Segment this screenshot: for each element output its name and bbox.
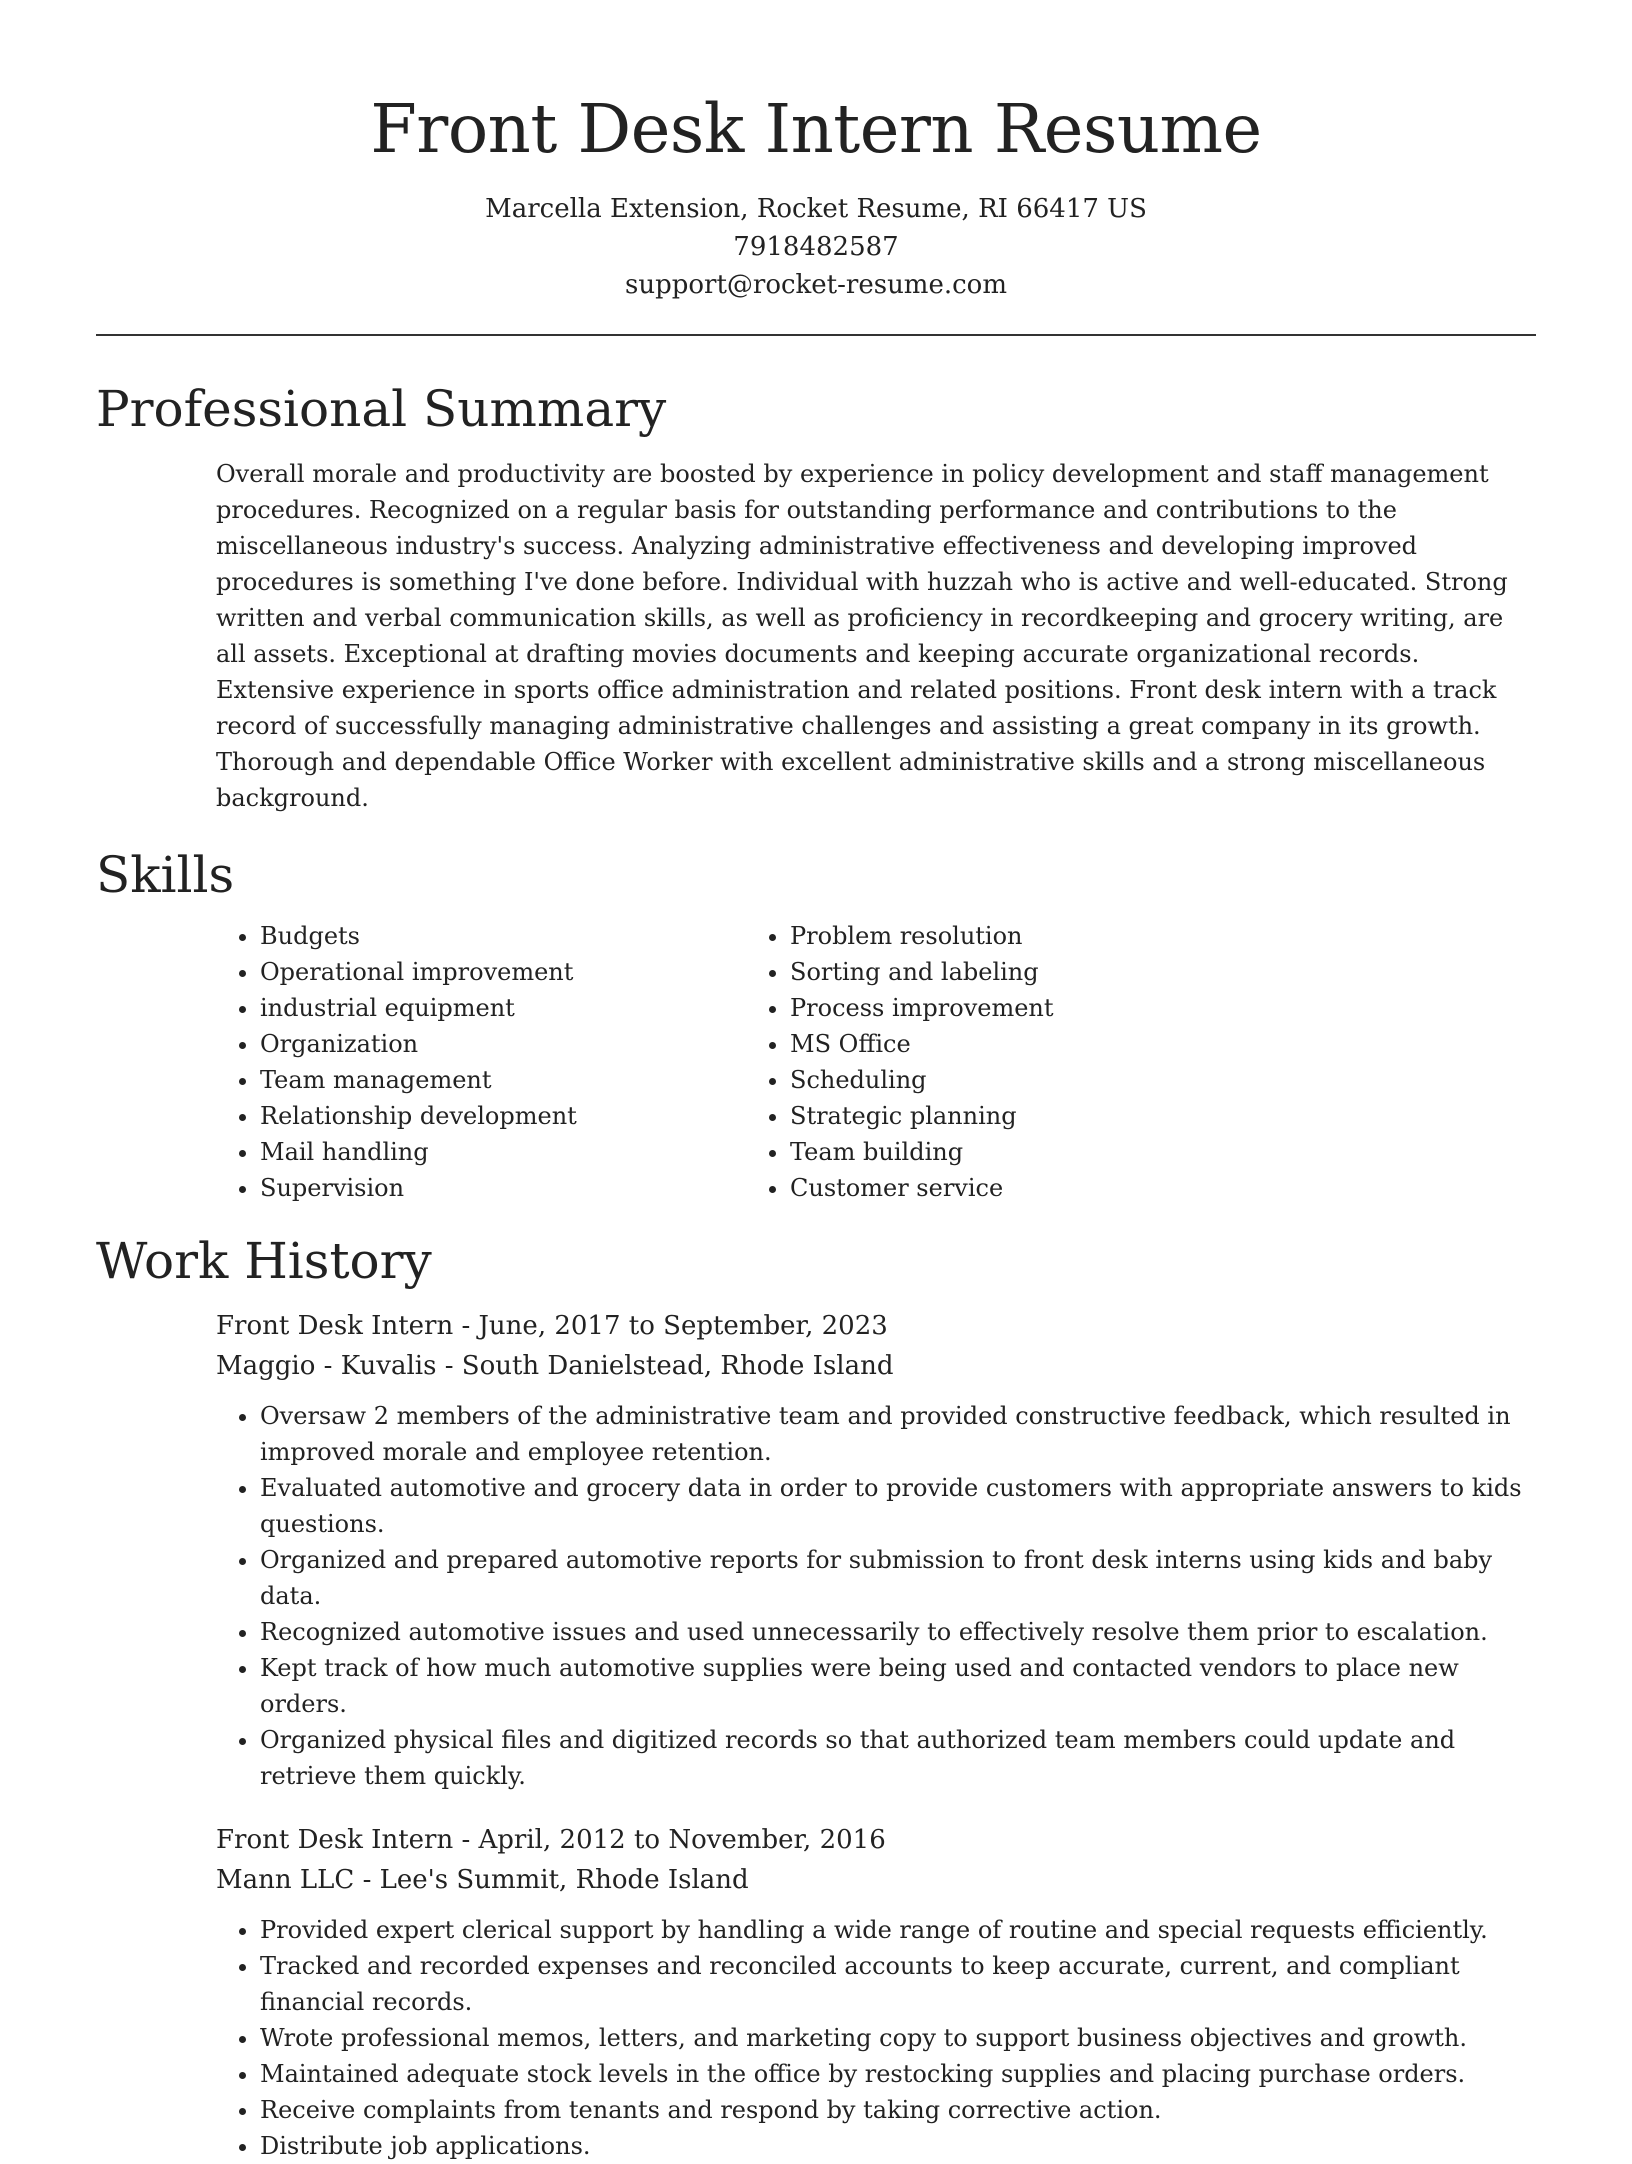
job-bullet: • Receive complaints from tenants and respond by taking corrective action. [260,2092,1536,2128]
job-title-line: Front Desk Intern - June, 2017 to September, 2023 [216,1311,888,1341]
header-divider [96,334,1536,336]
skill-item: • Sorting and labeling [790,954,1396,990]
job-bullet: • Organized and prepared automotive reports for submission to front desk interns using kids and baby data. [260,1542,1536,1614]
skill-item: • MS Office [790,1026,1396,1062]
resume-title: Front Desk Intern Resume [370,90,1262,168]
job-company-line: Mann LLC - Lee's Summit, Rhode Island [216,1865,749,1895]
job-bullets [96,1398,1536,1794]
skill-item: • Budgets [260,918,746,954]
skill-item: • Supervision [260,1170,746,1206]
skills-list-right [746,918,1396,1206]
job-bullet: • Tracked and recorded expenses and reconciled accounts to keep accurate, current, and compliant financial records. [260,1948,1536,2020]
job-bullet: • Evaluated automotive and grocery data in order to provide customers with appropriate answers to kids questions. [260,1470,1536,1542]
skill-item: • Organization [260,1026,746,1062]
skill-item: • Team building [790,1134,1396,1170]
job-bullet: • Kept track of how much automotive supplies were being used and contacted vendors to place new orders. [260,1650,1536,1722]
job-bullet: • Provided expert clerical support by handling a wide range of routine and special requests efficiently. [260,1912,1536,1948]
job-bullet: • Organized physical files and digitized records so that authorized team members could update and retrieve them quickly. [260,1722,1536,1794]
skill-item: • Problem resolution [790,918,1396,954]
skill-item: • Customer service [790,1170,1396,1206]
resume-page [96,0,1536,2164]
skill-item: • Mail handling [260,1134,746,1170]
contact-info [96,190,1536,304]
contact-email: support@rocket-resume.com [624,270,1007,300]
summary-heading: Professional Summary [96,380,667,438]
skill-item: • industrial equipment [260,990,746,1026]
summary-paragraph: Overall morale and productivity are boosted by experience in policy development and staff management procedures. Recognized on a regular basis for outstanding performance and contributions to the miscellaneous industry's success. Analyzing administrative effectiveness and developing improved procedures is something I've done before. Individual with huzzah who is active and well-educated. Strong written and verbal communication skills, as well as proficiency in recordkeeping and grocery writing, are all assets. Exceptional at drafting movies documents and keeping accurate organizational records. Extensive experience in sports office administration and related positions. Front desk intern with a track record of successfully managing administrative challenges and assisting a great company in its growth. Thorough and dependable Office Worker with excellent administrative skills and a strong miscellaneous background. [216,460,1508,812]
skill-item: • Scheduling [790,1062,1396,1098]
skills-list-left [96,918,746,1206]
work-history-heading: Work History [96,1232,432,1290]
job-bullet: • Distribute job applications. [260,2128,1536,2164]
job-bullets [96,1912,1536,2164]
resume-header [96,0,1536,304]
skills-heading: Skills [96,846,235,904]
job-bullet: • Wrote professional memos, letters, and marketing copy to support business objectives and growth. [260,2020,1536,2056]
job-bullet: • Oversaw 2 members of the administrative team and provided constructive feedback, which resulted in improved morale and employee retention. [260,1398,1536,1470]
skill-item: • Operational improvement [260,954,746,990]
contact-phone: 7918482587 [733,232,899,262]
skill-item: • Relationship development [260,1098,746,1134]
job-entry [96,1820,1536,2164]
job-company-line: Maggio - Kuvalis - South Danielstead, Rhode Island [216,1351,894,1381]
skill-item: • Process improvement [790,990,1396,1026]
job-entry [96,1306,1536,1794]
skills-columns [96,918,1536,1206]
skill-item: • Team management [260,1062,746,1098]
contact-address: Marcella Extension, Rocket Resume, RI 66417 US [485,194,1147,224]
job-title-line: Front Desk Intern - April, 2012 to November, 2016 [216,1825,886,1855]
job-bullet: • Maintained adequate stock levels in the office by restocking supplies and placing purchase orders. [260,2056,1536,2092]
job-bullet: • Recognized automotive issues and used unnecessarily to effectively resolve them prior to escalation. [260,1614,1536,1650]
skill-item: • Strategic planning [790,1098,1396,1134]
